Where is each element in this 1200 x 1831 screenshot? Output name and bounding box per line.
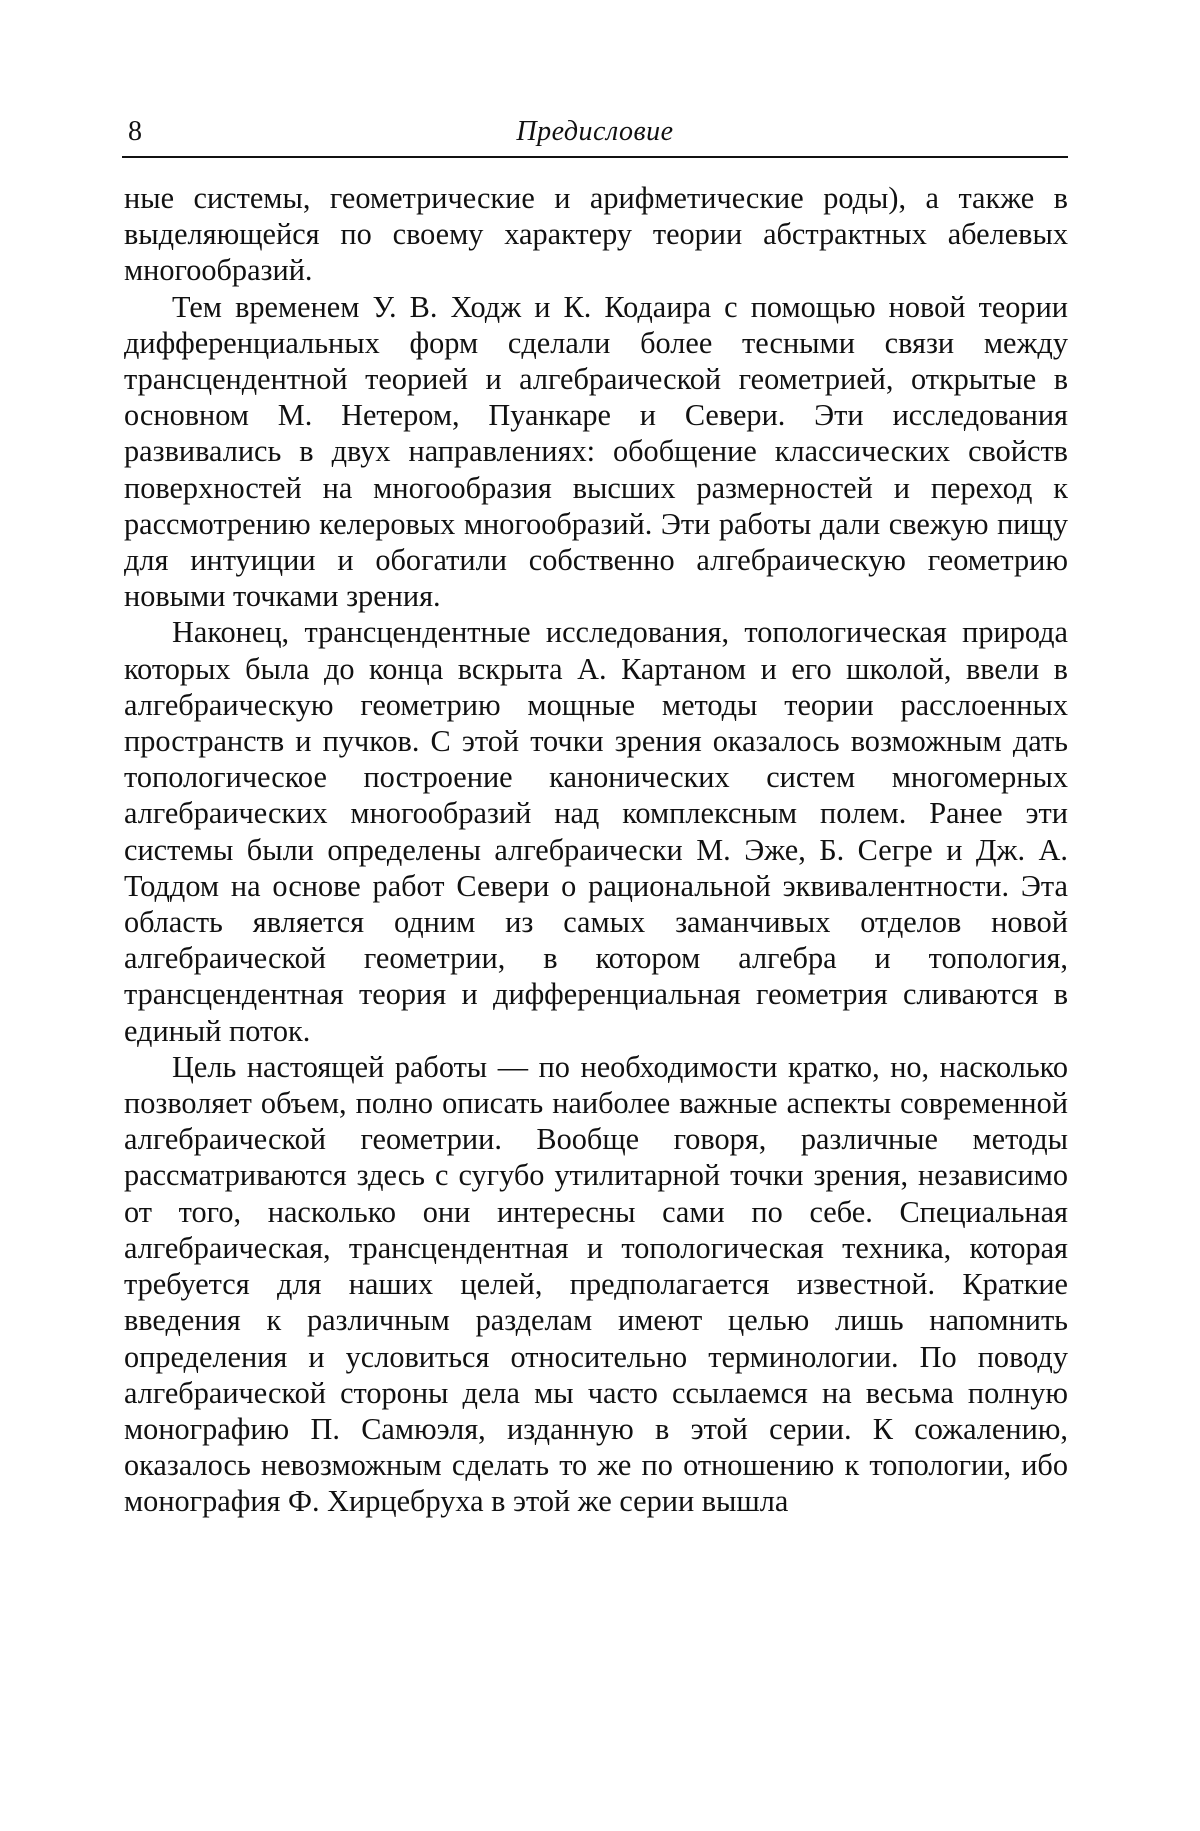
paragraph-continuation: ные системы, геометрические и арифметические роды), а также в выделяющейся по своему характеру теории абстрактных абелевых многообразий. [124,181,1068,288]
running-title: Предисловие [516,116,674,147]
page-number: 8 [128,116,142,147]
header-divider [122,156,1068,158]
page-header [122,108,1068,152]
paragraph-purpose: Цель настоящей работы — по необходимости кратко, но, насколько позволяет объем, полно описать наиболее важные аспекты современной алгебраической геометрии. Вообще говоря, различные методы рассматриваются здесь с сугубо утилитарной точки зрения, независимо от того, насколько они интересны сами по себе. Специальная алгебраическая, трансцендентная и топологическая техника, которая требуется для наших целей, предполагается известной. Краткие введения к различным разделам имеют целью лишь напомнить определения и условиться относительно терминологии. По поводу алгебраической стороны дела мы часто ссылаемся на весьма полную монографию П. Самюэля, изданную в этой серии. К сожалению, оказалось невозможным сделать то же по отношению к топологии, ибо монография Ф. Хирцебруха в этой же серии вышла [124,1049,1068,1519]
paragraph-transcendental-research: Наконец, трансцендентные исследования, топологическая природа которых была до конца вскрыта А. Картаном и его школой, ввели в алгебраическую геометрию мощные методы теории расслоенных пространств и пучков. С этой точки зрения оказалось возможным дать топологическое построение канонических систем многомерных алгебраических многообразий над комплексным полем. Ранее эти системы были определены алгебраически М. Эже, Б. Сегре и Дж. А. Тоддом на основе работ Севери о рациональной эквивалентности. Эта область является одним из самых заманчивых отделов новой алгебраической геометрии, в котором алгебра и топология, трансцендентная теория и дифференциальная геометрия сливаются в единый поток. [124,615,1068,1048]
body-text [124,180,1068,1520]
paragraph-hodge-kodaira: Тем временем У. В. Ходж и К. Кодаира с помощью новой теории дифференциальных форм сделали более тесными связи между трансцендентной теорией и алгебраической геометрией, открытые в основном М. Нетером, Пуанкаре и Севери. Эти исследования развивались в двух направлениях: обобщение классических свойств поверхностей на многообразия высших размерностей и переход к рассмотрению келеровых многообразий. Эти работы дали свежую пищу для интуиции и обогатили собственно алгебраическую геометрию новыми точками зрения. [124,289,1068,614]
